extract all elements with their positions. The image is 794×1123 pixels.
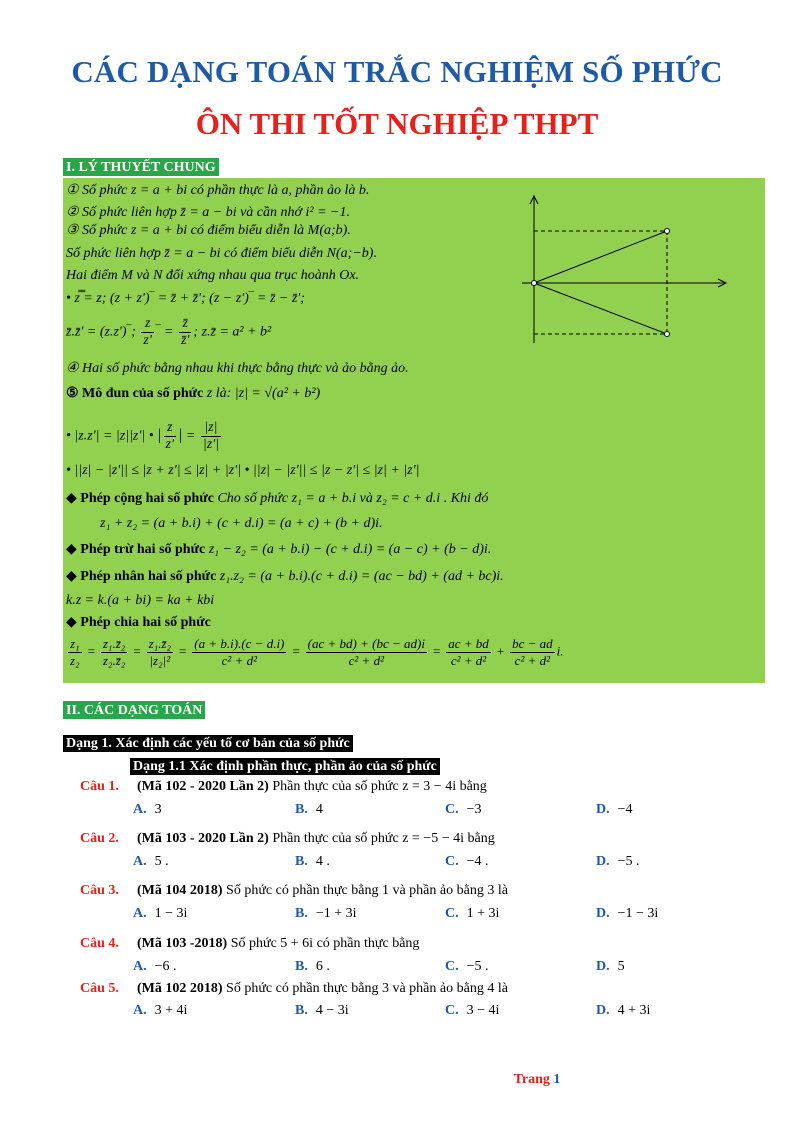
question-3-number: Câu 3. — [80, 883, 119, 898]
complex-plane-diagram — [522, 188, 730, 348]
page-subtitle: ÔN THI TỐT NGHIỆP THPT — [195, 106, 599, 141]
subtraction-formula: z₁ − z₂ = (a + b.i) − (c + d.i) = (a − c) + (b − d)i. — [208, 542, 492, 557]
multiplication-formula: z₁.z₂ = (a + b.i).(c + d.i) = (ac − bd) + (ad + bc)i. — [219, 569, 504, 584]
modulus-formula: z là: |z| = √(a² + b²) — [206, 386, 321, 401]
conjugate-product-formulas: z̄.z̄' = (z.z')‾; $\frac{z}{z'}$ ‾ = $\frac{z̄}{z̄'}$ ; z.z̄ = a² + b² — [66, 316, 272, 348]
question-4-option-a[interactable]: A. −6 . — [133, 959, 177, 974]
page-number: 1 — [553, 1072, 561, 1087]
question-4-number: Câu 4. — [80, 936, 119, 951]
dang11-heading: Dạng 1.1 Xác định phần thực, phần ảo của số phức — [130, 758, 440, 775]
question-3-text: (Mã 104 2018) Số phức có phần thực bằng 1 và phần ảo bằng 3 là — [137, 883, 508, 898]
page-title: CÁC DẠNG TOÁN TRẮC NGHIỆM SỐ PHỨC — [71, 54, 723, 89]
modulus-inequalities: • ||z| − |z'|| ≤ |z + z'| ≤ |z| + |z'| • ||z| − |z'|| ≤ |z − z'| ≤ |z| + |z'| — [66, 463, 420, 478]
question-5-option-c[interactable]: C. 3 − 4i — [445, 1003, 500, 1018]
modulus-product-text: • |z.z'| = |z||z'| • — [66, 428, 154, 444]
theory-line-equal: ④ Hai số phức bằng nhau khi thực bằng thực và ảo bằng ảo. — [66, 361, 409, 376]
question-3-option-a[interactable]: A. 1 − 3i — [133, 906, 188, 921]
question-4-option-d[interactable]: D. 5 — [596, 959, 625, 974]
question-1-text: (Mã 102 - 2020 Lần 2) Phần thực của số phức z = 3 − 4i bằng — [137, 779, 487, 794]
modulus-label: ⑤ Mô đun của số phức — [66, 386, 204, 401]
question-2-option-b[interactable]: B. 4 . — [295, 854, 330, 869]
question-5-number: Câu 5. — [80, 981, 119, 996]
question-3-option-d[interactable]: D. −1 − 3i — [596, 906, 659, 921]
question-2-option-d[interactable]: D. −5 . — [596, 854, 640, 869]
question-5-text: (Mã 102 2018) Số phức có phần thực bằng 3 và phần ảo bằng 4 là — [137, 981, 508, 996]
question-1-option-a[interactable]: A. 3 — [133, 802, 162, 817]
question-1-option-d[interactable]: D. −4 — [596, 802, 633, 817]
theory-line-3: ③ Số phức z = a + bi có điểm biểu diễn là M(a;b). — [66, 223, 351, 238]
theory-line-5: Hai điểm M và N đối xứng nhau qua trục hoành Ox. — [66, 268, 360, 283]
question-1-option-c[interactable]: C. −3 — [445, 802, 482, 817]
division-line: ◆ Phép chia hai số phức — [66, 615, 211, 630]
question-1-option-b[interactable]: B. 4 — [295, 802, 323, 817]
section1-heading: I. LÝ THUYẾT CHUNG — [63, 158, 219, 176]
question-5-option-b[interactable]: B. 4 − 3i — [295, 1003, 349, 1018]
modulus-product: • |z.z'| = |z||z'| • | $\frac{z}{z'}$ | = $\frac{|z|}{|z'|}$ — [66, 420, 219, 452]
question-3-option-c[interactable]: C. 1 + 3i — [445, 906, 500, 921]
theory-line-4: Số phức liên hợp z̄ = a − bi có điểm biểu diễn N(a;−b). — [66, 246, 377, 261]
question-5-option-d[interactable]: D. 4 + 3i — [596, 1003, 651, 1018]
subtraction-line: ◆ Phép trừ hai số phức z₁ − z₂ = (a + b.i) − (c + d.i) = (a − c) + (b − d)i. — [66, 542, 492, 557]
question-2-option-c[interactable]: C. −4 . — [445, 854, 489, 869]
footer-label: Trang — [513, 1072, 550, 1087]
question-4-option-b[interactable]: B. 6 . — [295, 959, 330, 974]
page-footer — [140, 1072, 794, 1088]
section2-heading: II. CÁC DẠNG TOÁN — [63, 701, 205, 719]
modulus-line — [66, 385, 320, 403]
question-2-text: (Mã 103 - 2020 Lần 2) Phần thực của số phức z = −5 − 4i bằng — [137, 831, 495, 846]
addition-line: ◆ Phép cộng hai số phức Cho số phức z₁ = a + b.i và z₂ = c + d.i . Khi đó — [66, 491, 489, 506]
question-2-option-a[interactable]: A. 5 . — [133, 854, 169, 869]
question-2-number: Câu 2. — [80, 831, 119, 846]
question-4-option-c[interactable]: C. −5 . — [445, 959, 489, 974]
question-3-option-b[interactable]: B. −1 + 3i — [295, 906, 357, 921]
multiplication-label: Phép nhân hai số phức — [80, 569, 217, 584]
theory-line-2: ② Số phức liên hợp z̄ = a − bi và cần nhớ i² = −1. — [66, 205, 350, 220]
multiplication-line: ◆ Phép nhân hai số phức z₁.z₂ = (a + b.i).(c + d.i) = (ac − bd) + (ad + bc)i. — [66, 569, 504, 584]
subtraction-label: Phép trừ hai số phức — [80, 542, 206, 557]
question-5-option-a[interactable]: A. 3 + 4i — [133, 1003, 188, 1018]
division-label: Phép chia hai số phức — [80, 615, 211, 630]
addition-text: Cho số phức z₁ = a + b.i và z₂ = c + d.i . Khi đó — [217, 491, 489, 506]
scalar-formula: k.z = k.(a + bi) = ka + kbi — [66, 593, 215, 608]
division-formula: $\frac{\text{z₁}}{\text{z₂}}$ = $\frac{\text{z₁.z̄₂}}{\text{z₂.z̄₂}}$ = $\frac{\text{z₁.z̄₂}}{\text{|z₂|²}}$ = $\frac{(a + b.i).(c - d.i)}{\text{c² + d²}}$ = $\frac{(ac + bd) + (bc - ad)i}{\text{c² + d²}}$ = $\frac{ac + bd}{\text{c² + d²}}$ + $\frac{bc - ad}{\text{c² + d²}}$ i. — [70, 636, 564, 668]
addition-label: Phép cộng hai số phức — [80, 491, 214, 506]
dang1-heading: Dạng 1. Xác định các yếu tố cơ bản của số phức — [63, 735, 353, 752]
conjugate-properties: • z̿ = z; (z + z')‾ = z̄ + z̄'; (z − z')‾ = z̄ − z̄'; — [66, 291, 305, 306]
addition-formula: z₁ + z₂ = (a + b.i) + (c + d.i) = (a + c) + (b + d)i. — [100, 516, 383, 531]
question-4-text: (Mã 103 -2018) Số phức 5 + 6i có phần thực bằng — [137, 936, 420, 951]
theory-line-1: ① Số phức z = a + bi có phần thực là a, phần ảo là b. — [66, 183, 370, 198]
question-1-number: Câu 1. — [80, 779, 119, 794]
